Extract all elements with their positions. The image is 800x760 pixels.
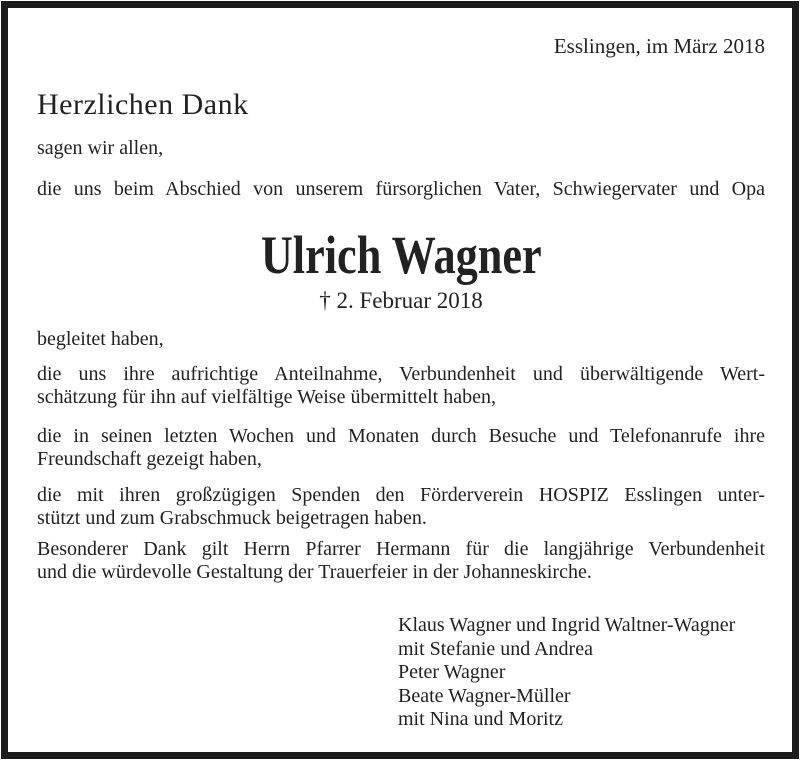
notice-frame [1, 1, 799, 759]
death-date: † 2. Februar 2018 [319, 288, 483, 313]
thanks-paragraph-pastor [37, 538, 765, 584]
obituary-notice [8, 8, 792, 732]
dateline: Esslingen, im März 2018 [553, 34, 765, 58]
deceased-name [37, 227, 765, 283]
signature-block [398, 614, 765, 732]
paragraph-line: die uns ihre aufrichtige Anteilnahme, Verbundenheit und überwältigende Wert- [37, 363, 765, 385]
follow-line: begleitet haben, [37, 328, 164, 350]
thanks-paragraph-visits [37, 425, 765, 471]
lead-line: die uns beim Abschied von unserem fürsorglichen Vater, Schwiegervater und Opa [37, 178, 765, 200]
signatory: Peter Wagner [398, 661, 506, 683]
signatory: mit Stefanie und Andrea [398, 637, 593, 660]
thanks-paragraph-condolences [37, 363, 765, 409]
signatory: mit Nina und Moritz [398, 708, 563, 730]
paragraph-line: stützt und zum Grabschmuck beigetragen haben. [37, 507, 427, 529]
paragraph-line: und die würdevolle Gestaltung der Trauerfeier in der Johanneskirche. [37, 561, 592, 583]
paragraph-line: die mit ihren großzügigen Spenden den Förderverein HOSPIZ Esslingen unter- [37, 484, 765, 506]
deceased-name-text: Ulrich Wagner [260, 225, 542, 285]
notice-heading: Herzlichen Dank [37, 88, 249, 121]
intro-line: sagen wir allen, [37, 137, 164, 159]
signatory: Beate Wagner-Müller [398, 684, 571, 707]
paragraph-line: schätzung für ihn auf vielfältige Weise übermittelt haben, [37, 386, 496, 408]
paragraph-line: Freundschaft gezeigt haben, [37, 448, 262, 470]
paragraph-line: Besonderer Dank gilt Herrn Pfarrer Hermann für die langjährige Verbundenheit [37, 538, 765, 560]
signatory: Klaus Wagner und Ingrid Waltner-Wagner [398, 614, 736, 636]
thanks-paragraph-donations [37, 484, 765, 530]
paragraph-line: die in seinen letzten Wochen und Monaten durch Besuche und Telefonanrufe ihre [37, 425, 765, 447]
